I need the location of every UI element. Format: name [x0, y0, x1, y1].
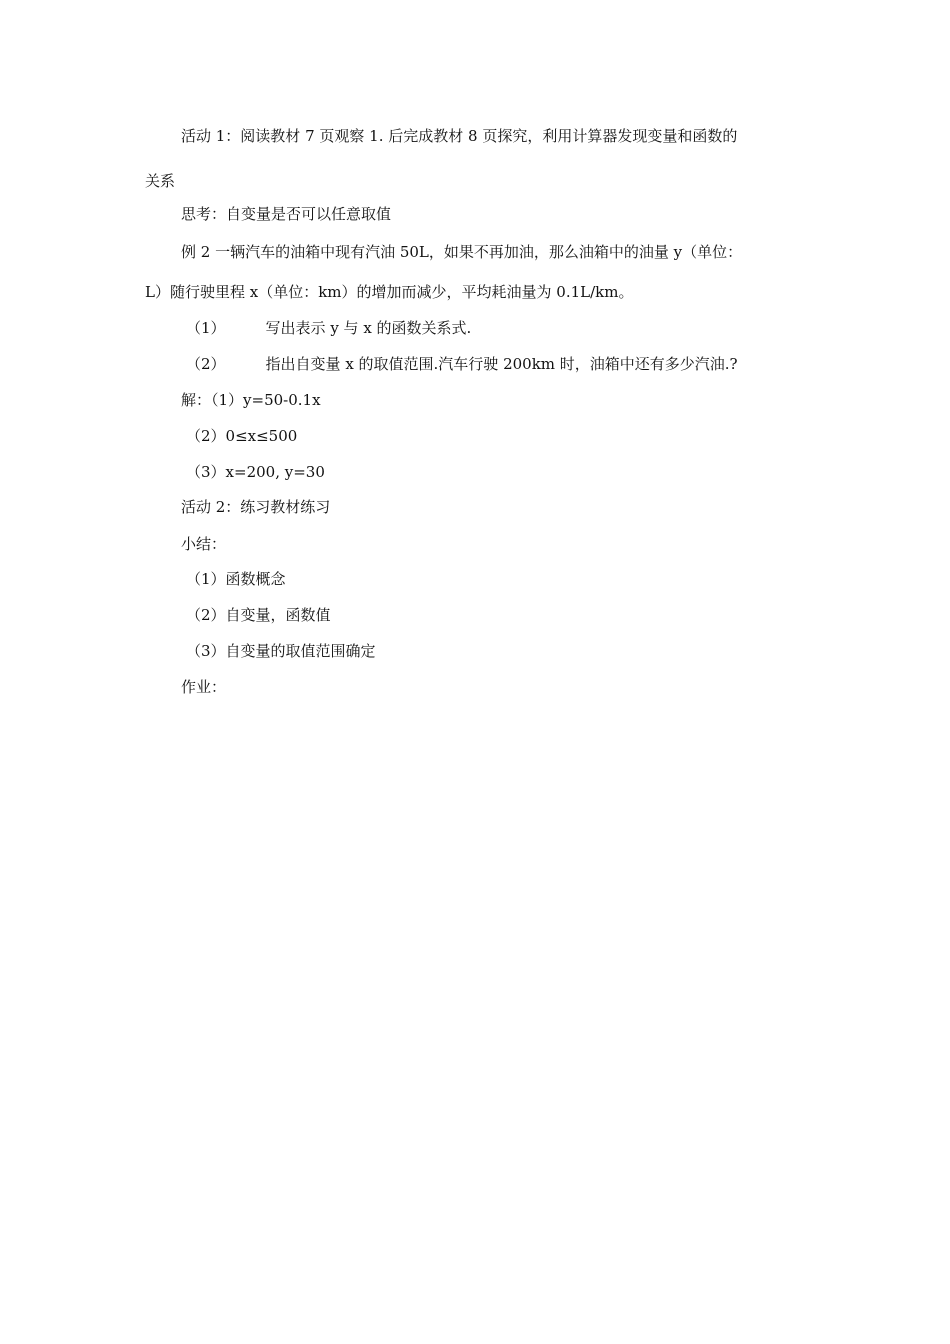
activity1-line2: 关系 [145, 172, 176, 190]
summary-item-2: （2）自变量，函数值 [186, 606, 331, 624]
summary-item-3: （3）自变量的取值范围确定 [186, 642, 376, 660]
example2-line2: L）随行驶里程 x（单位：km）的增加而减少，平均耗油量为 0.1L/km。 [145, 283, 634, 301]
solution-line-2: （2）0≤x≤500 [186, 427, 298, 445]
think-line: 思考：自变量是否可以任意取值 [181, 205, 392, 223]
question-2-text: 指出自变量 x 的取值范围.汽车行驶 200km 时，油箱中还有多少汽油.? [265, 355, 738, 373]
example2-line1: 例 2 一辆汽车的油箱中现有汽油 50L，如果不再加油，那么油箱中的油量 y（单位： [181, 243, 743, 261]
homework-heading: 作业： [181, 678, 227, 696]
question-1 [186, 318, 471, 338]
activity2-line: 活动 2：练习教材练习 [181, 498, 331, 516]
question-2 [186, 354, 738, 374]
activity1-line1: 活动 1：阅读教材 7 页观察 1. 后完成教材 8 页探究，利用计算器发现变量和函数的 [181, 127, 738, 145]
question-2-number: （2） [186, 355, 226, 373]
solution-line-3: （3）x=200, y=30 [186, 463, 325, 481]
summary-heading: 小结： [181, 535, 227, 553]
solution-line-1: 解：（1）y=50-0.1x [181, 391, 321, 409]
question-1-text: 写出表示 y 与 x 的函数关系式. [265, 319, 472, 337]
question-1-number: （1） [186, 319, 226, 337]
summary-item-1: （1）函数概念 [186, 570, 286, 588]
